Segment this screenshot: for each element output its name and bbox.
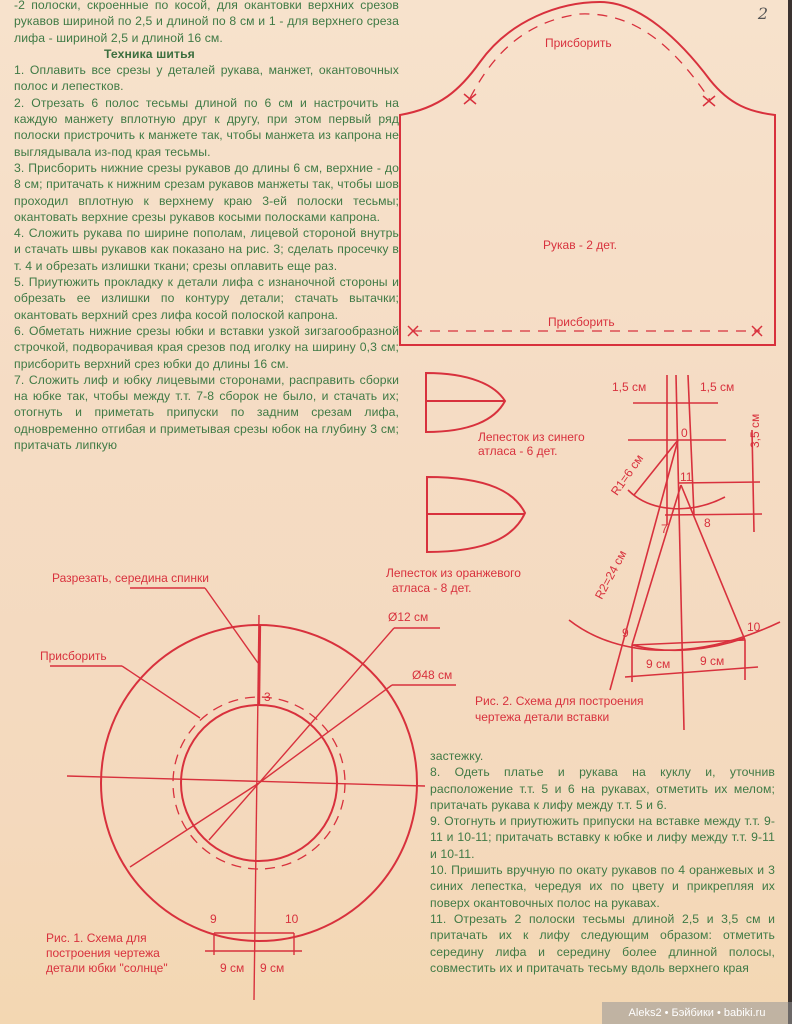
sleeve-title: Рукав - 2 дет.	[543, 238, 618, 252]
fig2-dim-bottom-left: 9 см	[646, 657, 671, 671]
step-9: 9. Отогнуть и приутюжить припуски на вставке между т.т. 9-11 и 10-11; притачать вставку к юбке и лифу между т.т. 9-11 и 10-11.	[430, 814, 775, 861]
fig2-caption-line1: Рис. 2. Схема для построения	[475, 694, 644, 708]
section-heading: Техника шитья	[104, 46, 195, 61]
fig1-diameter-outer: Ø48 см	[412, 668, 453, 682]
fig1-dim-left: 9 см	[220, 961, 245, 975]
step-11: 11. Отрезать 2 полоски тесьмы длиной 2,5 и 3,5 см и притачать их к лифу следующим образом: отметить середину лифа и середину более длинной полосы, совместить их и притачать тесьму вдоль верхнего края	[430, 911, 775, 975]
fig1-caption-line3: детали юбки "солнце"	[46, 961, 168, 975]
fig2-dim-bottom-right: 9 см	[700, 654, 725, 668]
fig1-point-9: 9	[210, 912, 217, 926]
fig2-point-11: 11	[680, 470, 693, 484]
sleeve-gather-line-top	[470, 14, 710, 100]
fig2-dim-height: 3,5 см	[748, 413, 762, 448]
step-8: 8. Одеть платье и рукава на куклу и, уточнив расположение т.т. 5 и 6 на рукавах, отметить их мелом; притачать рукава к лифу между т.т. 5 и 6.	[430, 765, 775, 812]
fig1-gather-label: Присборить	[40, 649, 107, 663]
fig2-point-0: 0	[681, 426, 688, 440]
fig1-caption-line2: построения чертежа	[46, 946, 160, 960]
step-6: 6. Обметать нижние срезы юбки и вставки узкой зигзагообразной строчкой, подворачивая края срезов под иголку на ширину 0,3 см; присборить верхний срез юбки до длины 16 см.	[14, 323, 399, 371]
fig2-point-10: 10	[747, 620, 761, 634]
petal-orange-label-line2: атласа - 8 дет.	[392, 581, 472, 595]
page-number-mark: 2	[757, 4, 768, 23]
sleeve-gather-bottom-label: Присборить	[548, 315, 615, 329]
petal-blue-label-line2: атласа - 6 дет.	[478, 444, 558, 458]
fig2-point-7: 7	[661, 522, 668, 536]
fig2-caption-line2: чертежа детали вставки	[475, 710, 610, 724]
petal-orange-label-line1: Лепесток из оранжевого	[386, 566, 521, 580]
step-7: 7. Сложить лиф и юбку лицевыми сторонами, расправить сборки на юбке так, чтобы между т.т. 7-8 сборок не было, и стачать их; отогнуть и приметать припуски по задним срезам лифа, одновременно отгибая и приметывая срезы юбок на глубину 3 см; притачать липкую	[14, 372, 399, 453]
fig1-point-3: 3	[264, 690, 271, 704]
fig2-dim-right: 1,5 см	[700, 380, 735, 394]
fig2-radius-r1: R1=6 см	[608, 451, 647, 499]
sleeve-gather-top-label: Присборить	[545, 36, 612, 50]
step-10: 10. Пришить вручную по окату рукавов по 4 оранжевых и 3 синих лепестка, чередуя их по цвету и прикрепляя их поверх окантовочных полос на рукавах.	[430, 863, 775, 910]
step-2: 2. Отрезать 6 полос тесьмы длиной по 6 см и настрочить на каждую манжету вплотную друг к другу, при этом первый ряд полоски пристрочить к манжете так, чтобы манжета из капрона не выглядывала из-под края тесьмы.	[14, 95, 399, 159]
watermark: Aleks2 • Бэйбики • babiki.ru	[602, 1002, 792, 1024]
step-4: 4. Сложить рукава по ширине пополам, лицевой стороной внутрь и стачать швы рукавов как показано на рис. 3; сделать просечку в т. 4 и обрезать излишки ткани; срезы оплавить еще раз.	[14, 226, 399, 273]
fig1-dim-right: 9 см	[260, 961, 285, 975]
intro-paragraph: -2 полоски, скроенные по косой, для окантовки верхних срезов рукавов шириной по 2,5 и длиной по 8 см и 1 - для верхнего среза лифа - шириной 2,5 и длиной 16 см.	[14, 0, 399, 45]
fig2-dim-left: 1,5 см	[612, 380, 647, 394]
continuation-text: застежку.	[430, 749, 484, 763]
fig2-radius-r2: R2=24 см	[592, 547, 630, 602]
step-1: 1. Оплавить все срезы у деталей рукава, манжет, окантовочных полос и лепестков.	[14, 63, 399, 94]
fig1-diameter-inner: Ø12 см	[388, 610, 429, 624]
step-3: 3. Присборить нижние срезы рукавов до длины 6 см, верхние - до 8 см; притачать к нижним срезам рукавов манжеты так, чтобы шов проходил вплотную к верхнему краю 3-ей полоски тесьмы; окантовать верхние срезы рукавов косыми полосками капрона.	[14, 160, 399, 224]
fig2-point-9: 9	[622, 626, 629, 640]
sleeve-outline	[400, 2, 775, 345]
petal-blue-shape	[426, 373, 505, 432]
fig1-caption-line1: Рис. 1. Схема для	[46, 931, 147, 945]
fig2-point-8: 8	[704, 516, 711, 530]
step-5: 5. Приутюжить прокладку к детали лифа с изнаночной стороны и обрезать ее излишки по контуру детали; стачать вытачки; окантовать верхний срез лифа косой полоской капрона.	[14, 275, 399, 322]
petal-blue-label-line1: Лепесток из синего	[478, 430, 585, 444]
fig1-cut-label: Разрезать, середина спинки	[52, 571, 209, 585]
fig1-point-10: 10	[285, 912, 299, 926]
